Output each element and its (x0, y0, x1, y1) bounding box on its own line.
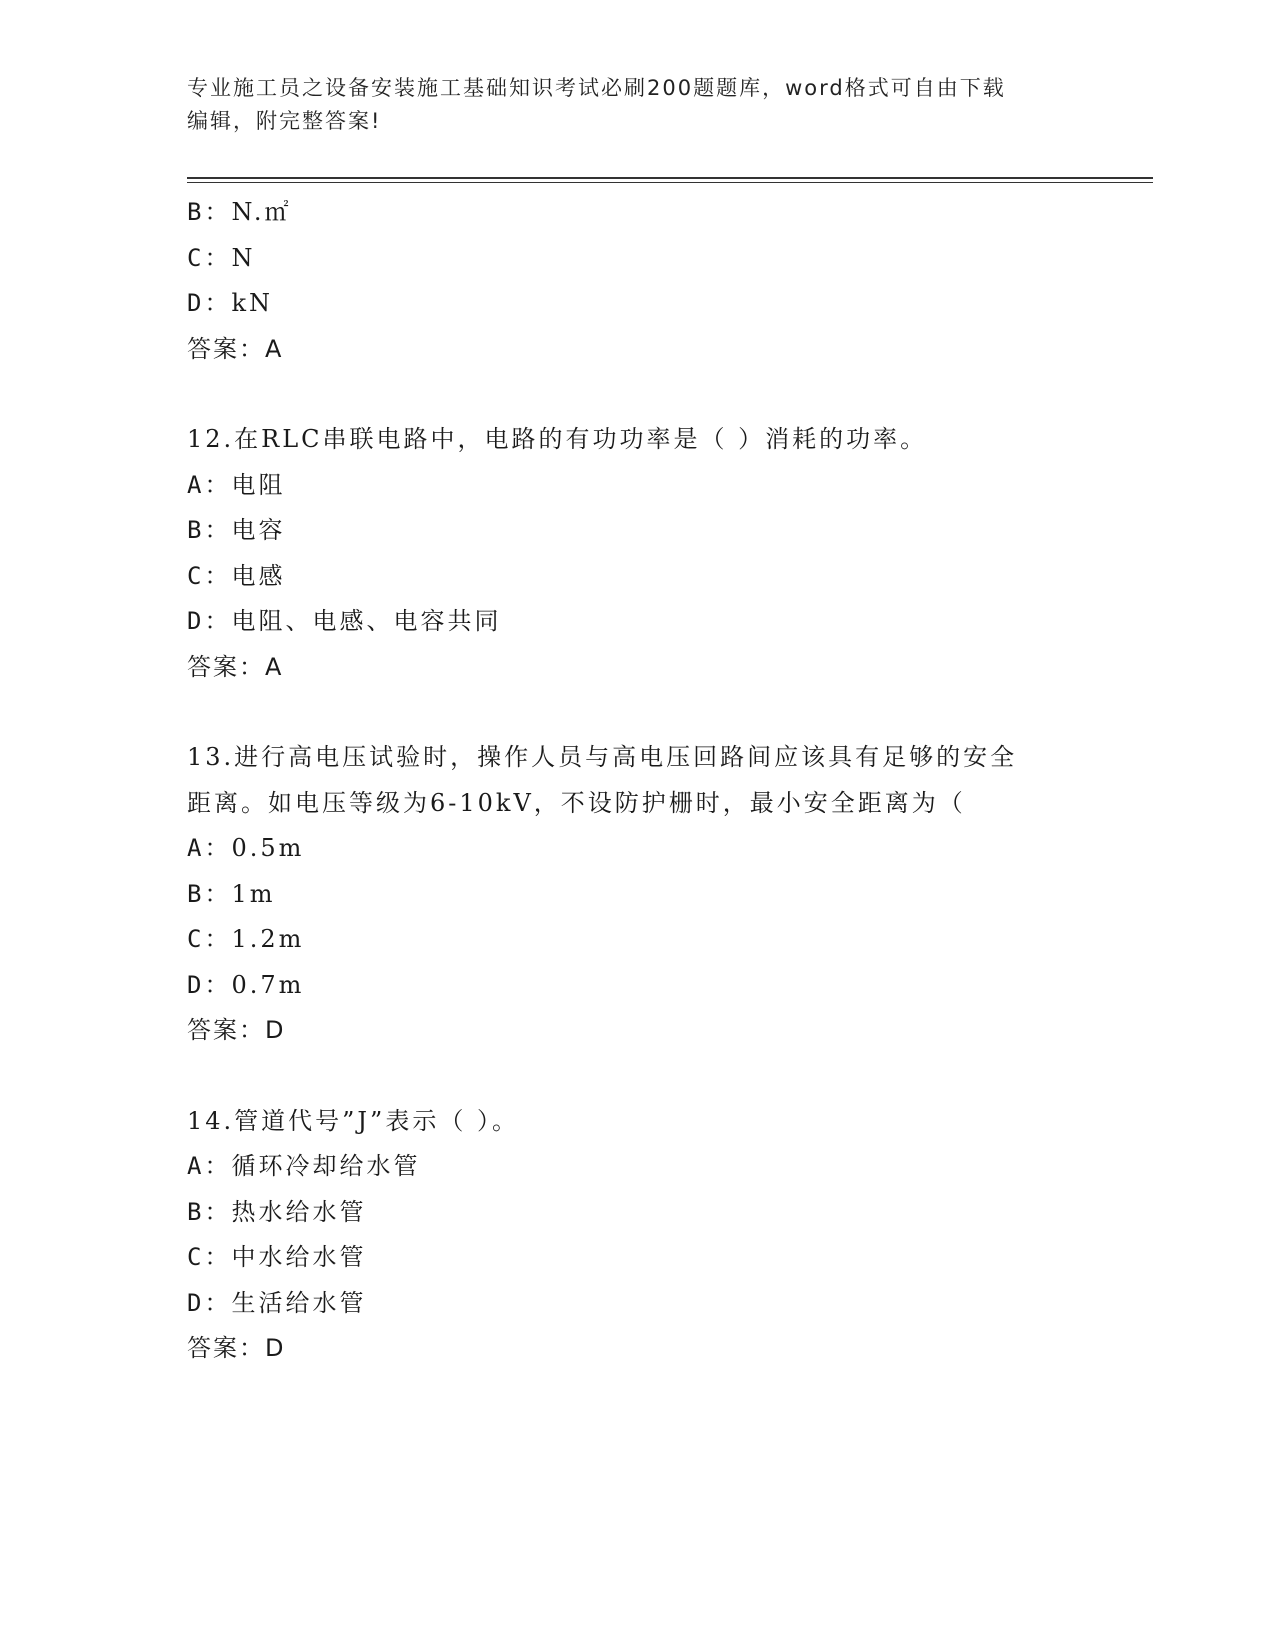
option-text: N.㎡ (231, 198, 292, 226)
option-d (187, 281, 1087, 327)
answer-label: 答案：D (187, 1334, 286, 1362)
page-header (187, 72, 1067, 138)
question-text-line2: 距离。如电压等级为6-10kV，不设防护栅时，最小安全距离为（ (187, 788, 966, 817)
answer-label: 答案：D (187, 1016, 286, 1044)
option-key: C： (187, 243, 232, 272)
option-d (187, 599, 1087, 645)
question-list (187, 190, 1087, 1372)
option-key: B： (187, 879, 232, 908)
question-13 (187, 735, 1087, 1054)
question-text-line1: 13.进行高电压试验时，操作人员与高电压回路间应该具有足够的安全 (187, 743, 1018, 771)
question-text: 14.管道代号”J”表示（ ）。 (187, 1106, 519, 1135)
option-text: 电容 (231, 516, 286, 544)
option-text: 电阻、电感、电容共同 (231, 607, 502, 635)
option-c (187, 1235, 1087, 1281)
option-text: N (231, 243, 256, 272)
option-key: D： (187, 289, 232, 317)
option-c (187, 917, 1087, 963)
answer-label: 答案：A (187, 652, 284, 681)
option-key: C： (187, 925, 232, 953)
option-text: kN (231, 289, 273, 317)
question-12 (187, 417, 1087, 690)
header-divider-thin (187, 182, 1153, 183)
option-a (187, 826, 1087, 872)
answer-label: 答案：A (187, 334, 284, 363)
option-key: D： (187, 1288, 232, 1317)
option-text: 0.5m (231, 834, 305, 862)
question-14 (187, 1099, 1087, 1372)
option-text: 电阻 (231, 470, 286, 499)
option-key: A： (187, 1152, 232, 1180)
option-b (187, 190, 1087, 236)
option-b (187, 1190, 1087, 1236)
option-text: 电感 (231, 561, 286, 590)
option-text: 中水给水管 (231, 1243, 367, 1271)
option-key: D： (187, 970, 232, 999)
option-key: B： (187, 1197, 232, 1226)
header-title-line1: 专业施工员之设备安装施工基础知识考试必刷200题题库，word格式可自由下载 (187, 76, 1006, 100)
option-key: C： (187, 561, 232, 590)
option-c (187, 554, 1087, 600)
option-b (187, 872, 1087, 918)
question-11-tail (187, 190, 1087, 372)
option-key: D： (187, 607, 232, 635)
option-b (187, 508, 1087, 554)
spacer (187, 690, 1087, 735)
option-key: B： (187, 198, 232, 226)
option-text: 1m (231, 879, 276, 908)
option-key: C： (187, 1243, 232, 1271)
option-d (187, 1281, 1087, 1327)
spacer (187, 372, 1087, 417)
option-text: 热水给水管 (231, 1197, 367, 1226)
question-text: 12.在RLC串联电路中，电路的有功功率是（ ）消耗的功率。 (187, 425, 928, 453)
option-key: A： (187, 834, 232, 862)
option-a (187, 1144, 1087, 1190)
header-title-line2: 编辑，附完整答案! (187, 109, 382, 133)
option-a (187, 463, 1087, 509)
option-text: 生活给水管 (231, 1288, 367, 1317)
option-d (187, 963, 1087, 1009)
option-text: 循环冷却给水管 (231, 1152, 421, 1180)
option-text: 0.7m (231, 970, 305, 999)
option-text: 1.2m (231, 925, 305, 953)
spacer (187, 1054, 1087, 1099)
header-divider-thick (187, 177, 1153, 179)
option-key: A： (187, 470, 232, 499)
option-c (187, 236, 1087, 282)
option-key: B： (187, 516, 232, 544)
